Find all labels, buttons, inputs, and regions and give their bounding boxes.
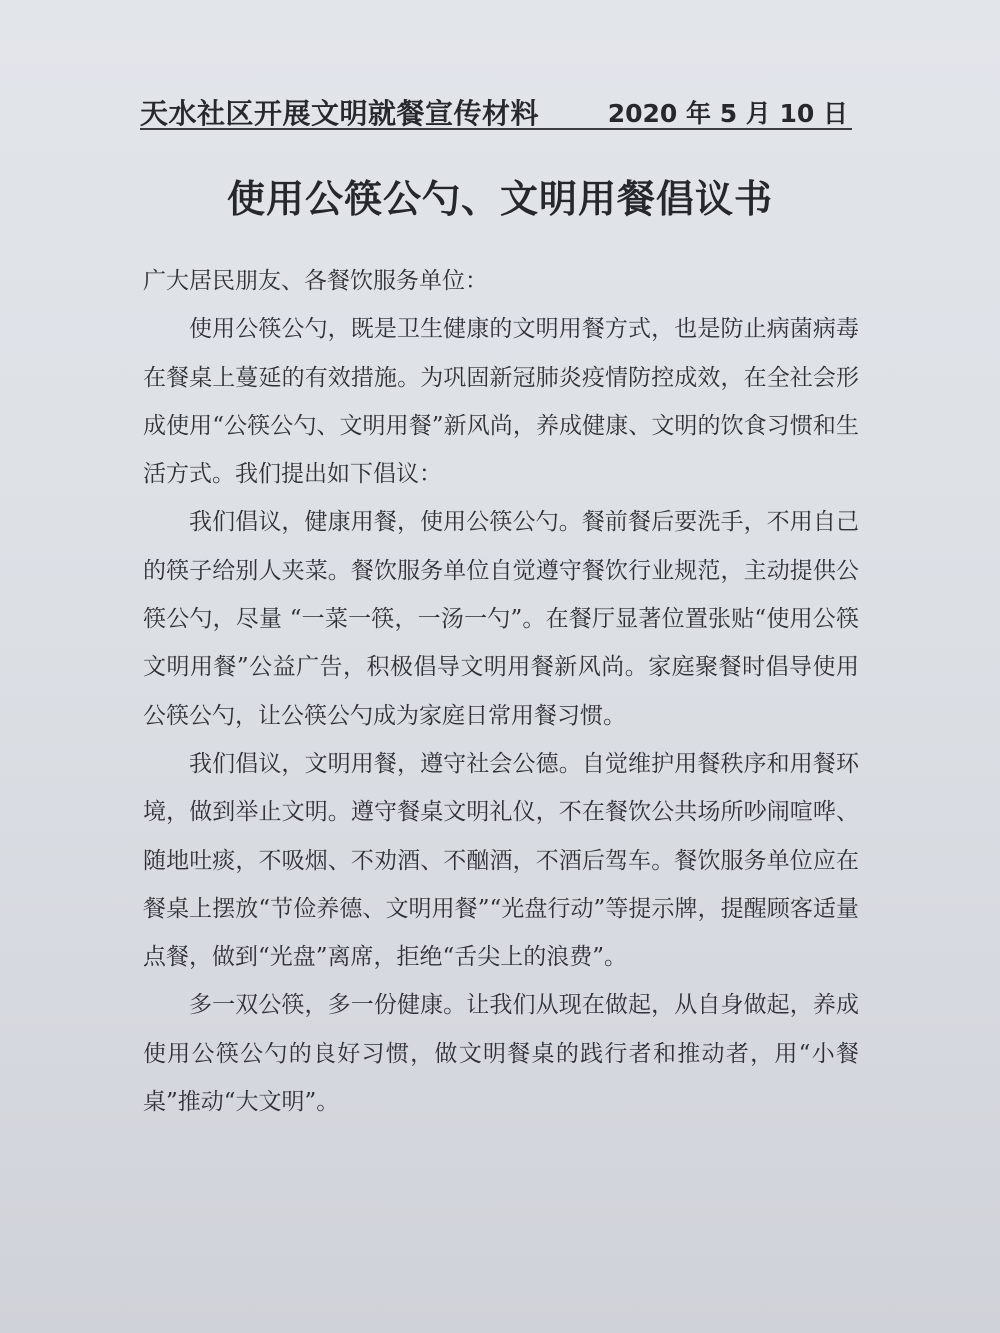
paragraph-civilized-dining: 我们倡议，文明用餐，遵守社会公德。自觉维护用餐秩序和用餐环境，做到举止文明。遵守餐桌文明礼仪，不在餐饮公共场所吵闹喧哗、随地吐痰，不吸烟、不劝酒、不酗酒，不酒后驾车。餐饮服务单位应在餐桌上摆放“节俭养德、文明用餐”“光盘行动”等提示牌，提醒顾客适量点餐，做到“光盘”离席，拒绝“舌尖上的浪费”。 bbox=[143, 750, 859, 971]
document-header bbox=[140, 88, 852, 130]
salutation: 广大居民朋友、各餐饮服务单位： bbox=[143, 268, 488, 294]
document-title: 使用公筷公勺、文明用餐倡议书 bbox=[226, 177, 773, 221]
header-title: 天水社区开展文明就餐宣传材料 bbox=[140, 97, 540, 130]
paragraph-closing: 多一双公筷，多一份健康。让我们从现在做起，从自身做起，养成使用公筷公勺的良好习惯，做文明餐桌的践行者和推动者，用“小餐桌”推动“大文明”。 bbox=[143, 992, 859, 1116]
header-date: 2020 年 5 月 10 日 bbox=[607, 99, 848, 128]
paragraph-healthy-dining: 我们倡议，健康用餐，使用公筷公勺。餐前餐后要洗手，不用自己的筷子给别人夹菜。餐饮服务单位自觉遵守餐饮行业规范，主动提供公筷公勺，尽量 “一菜一筷，一汤一勺”。在餐厅显著位置张贴“使用公筷文明用餐”公益广告，积极倡导文明用餐新风尚。家庭聚餐时倡导使用公筷公勺，让公筷公勺成为家庭日常用餐习惯。 bbox=[143, 509, 859, 729]
paragraph-intro: 使用公筷公勺，既是卫生健康的文明用餐方式，也是防止病菌病毒在餐桌上蔓延的有效措施。为巩固新冠肺炎疫情防控成效，在全社会形成使用“公筷公勺、文明用餐”新风尚，养成健康、文明的饮食习惯和生活方式。我们提出如下倡议： bbox=[143, 316, 859, 488]
document-body bbox=[143, 257, 859, 1126]
